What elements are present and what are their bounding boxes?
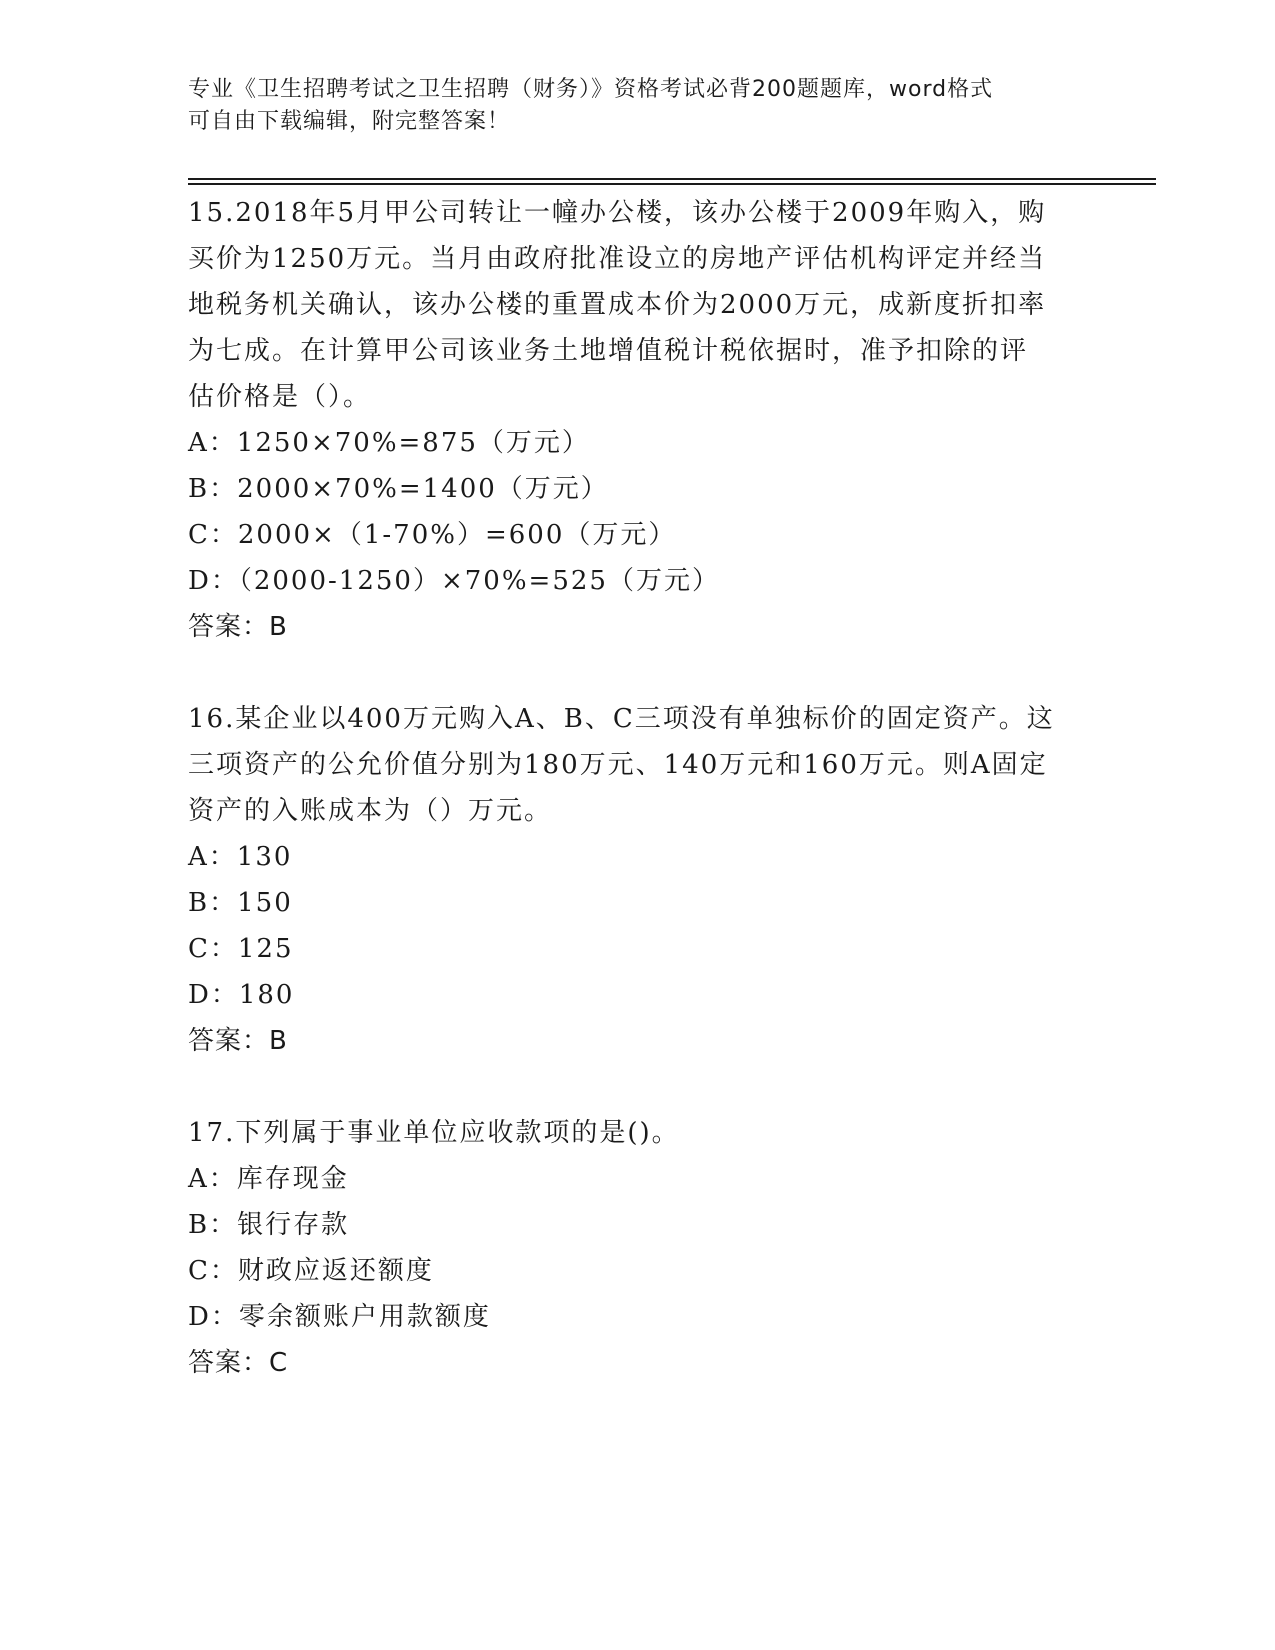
option-c: C：财政应返还额度 bbox=[188, 1256, 434, 1286]
question-stem-line: 三项资产的公允价值分别为180万元、140万元和160万元。则A固定 bbox=[188, 750, 1048, 780]
question-17 bbox=[188, 1110, 1088, 1386]
question-stem-line: 地税务机关确认，该办公楼的重置成本价为2000万元，成新度折扣率 bbox=[188, 290, 1047, 320]
question-stem-line: 资产的入账成本为（）万元。 bbox=[188, 796, 553, 826]
header-line-1: 专业《卫生招聘考试之卫生招聘（财务）》资格考试必背200题题库，word格式 bbox=[188, 77, 994, 102]
question-spacer bbox=[188, 1064, 1088, 1110]
question-stem-line: 16.某企业以400万元购入A、B、C三项没有单独标价的固定资产。这 bbox=[188, 704, 1055, 734]
question-stem-line: 买价为1250万元。当月由政府批准设立的房地产评估机构评定并经当 bbox=[188, 244, 1047, 274]
option-b: B：150 bbox=[188, 888, 293, 918]
answer-label: 答案：C bbox=[188, 1348, 289, 1378]
question-15 bbox=[188, 190, 1088, 650]
question-list bbox=[188, 190, 1088, 1386]
option-a: A：库存现金 bbox=[188, 1164, 349, 1194]
answer-label: 答案：B bbox=[188, 612, 288, 642]
question-stem-line: 为七成。在计算甲公司该业务土地增值税计税依据时，准予扣除的评 bbox=[188, 336, 1029, 366]
question-stem-line: 估价格是（）。 bbox=[188, 382, 372, 412]
question-stem-line: 15.2018年5月甲公司转让一幢办公楼，该办公楼于2009年购入，购 bbox=[188, 198, 1047, 228]
option-a: A：1250×70%=875（万元） bbox=[188, 428, 590, 458]
question-spacer bbox=[188, 650, 1088, 696]
option-c: C：2000×（1-70%）=600（万元） bbox=[188, 520, 677, 550]
question-stem-line: 17.下列属于事业单位应收款项的是()。 bbox=[188, 1118, 680, 1148]
header-rule-top bbox=[188, 178, 1156, 180]
option-b: B：2000×70%=1400（万元） bbox=[188, 474, 609, 504]
header-line-2: 可自由下载编辑，附完整答案！ bbox=[188, 109, 511, 134]
document-header bbox=[188, 74, 1088, 138]
option-c: C：125 bbox=[188, 934, 294, 964]
question-16 bbox=[188, 696, 1088, 1064]
option-d: D：180 bbox=[188, 980, 295, 1010]
answer-label: 答案：B bbox=[188, 1026, 288, 1056]
option-d: D：（2000-1250）×70%=525（万元） bbox=[188, 566, 720, 596]
header-rule-bottom bbox=[188, 183, 1156, 185]
option-a: A：130 bbox=[188, 842, 293, 872]
option-b: B：银行存款 bbox=[188, 1210, 350, 1240]
option-d: D：零余额账户用款额度 bbox=[188, 1302, 491, 1332]
